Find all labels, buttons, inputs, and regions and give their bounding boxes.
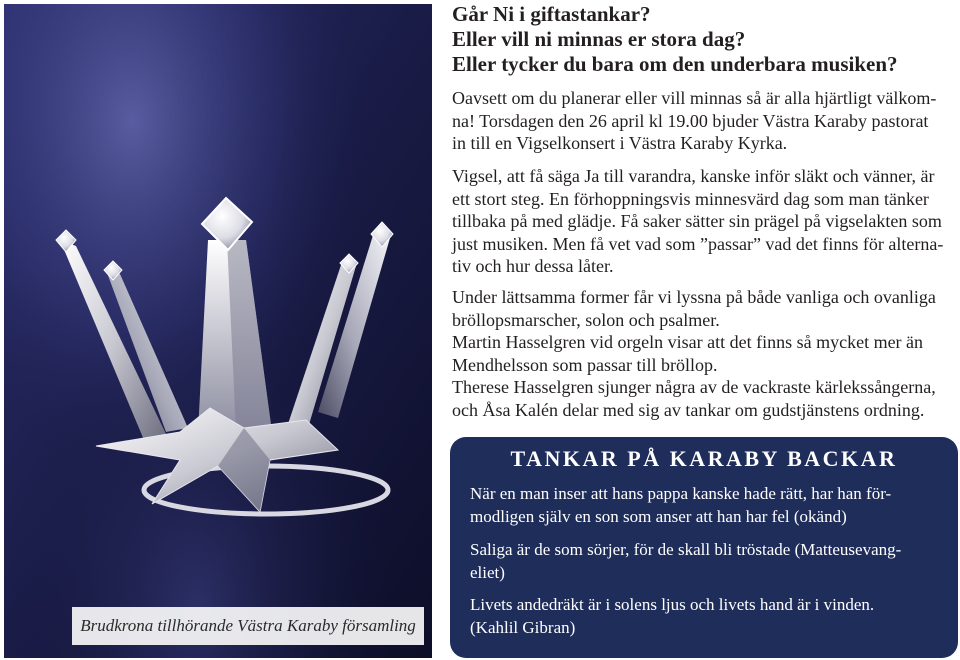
- heading-line: Går Ni i giftastankar?: [452, 2, 651, 26]
- text-line: just musiken. Men få vet vad som ”passar” vad det finns för alterna-: [452, 233, 944, 254]
- text-line: in till en Vigselkonsert i Västra Karaby Kyrka.: [452, 133, 788, 153]
- article-headings: [452, 2, 956, 77]
- text-line: Under lättsamma former får vi lyssna på både vanliga och ovanliga: [452, 287, 936, 307]
- quote-box: [450, 437, 958, 658]
- text-line: tiv och hur dessa låter.: [452, 256, 614, 276]
- quote: [470, 538, 952, 584]
- text-line: tillbaka på med glädje. Få saker sätter sin prägel på vigselakten som: [452, 211, 942, 231]
- text-line: na! Torsdagen den 26 april kl 19.00 bjuder Västra Karaby pastorat: [452, 110, 929, 131]
- intro-paragraph: [452, 87, 956, 155]
- vigsel-paragraph: [452, 165, 956, 278]
- quote-line: Livets andedräkt är i solens ljus och livets hand är i vinden.: [470, 595, 875, 614]
- text-line: Vigsel, att få säga Ja till varandra, kanske inför släkt och vänner, är: [452, 166, 935, 186]
- quote-line: modligen själv en son som anser att han har fel (okänd): [470, 507, 847, 526]
- quote-line: När en man inser att hans pappa kanske hade rätt, har han för-: [470, 484, 892, 503]
- program-paragraph: [452, 286, 956, 421]
- quote-line: Saliga är de som sörjer, för de skall bli tröstade (Matteusevang-: [470, 540, 902, 559]
- text-line: Oavsett om du planerar eller vill minnas så är alla hjärtligt välkom-: [452, 88, 937, 108]
- quote: [470, 482, 952, 528]
- crown-photo: [4, 4, 432, 658]
- text-line: Mendhelsson som passar till bröllop.: [452, 354, 718, 375]
- text-line: bröllopsmarscher, solon och psalmer.: [452, 309, 720, 330]
- heading-line: Eller vill ni minnas er stora dag?: [452, 27, 746, 51]
- heading-line: Eller tycker du bara om den underbara musiken?: [452, 52, 898, 76]
- quote: [470, 593, 952, 639]
- crown-photo-illustration: [4, 4, 432, 658]
- quote-line: eliet): [470, 563, 505, 582]
- photo-caption: Brudkrona tillhörande Västra Karaby församling: [80, 616, 416, 635]
- text-line: och Åsa Kalén delar med sig av tankar om gudstjänstens ordning.: [452, 399, 925, 420]
- photo-caption-box: [72, 607, 424, 645]
- quote-line: (Kahlil Gibran): [470, 618, 576, 637]
- quote-box-title: TANKAR PÅ KARABY BACKAR: [510, 446, 898, 471]
- text-line: Therese Hasselgren sjunger några av de vackraste kärlekssångerna,: [452, 377, 936, 397]
- text-line: ett stort steg. En förhoppningsvis minnesvärd dag som man tänker: [452, 188, 929, 209]
- text-line: Martin Hasselgren vid orgeln visar att det finns så mycket mer än: [452, 332, 924, 352]
